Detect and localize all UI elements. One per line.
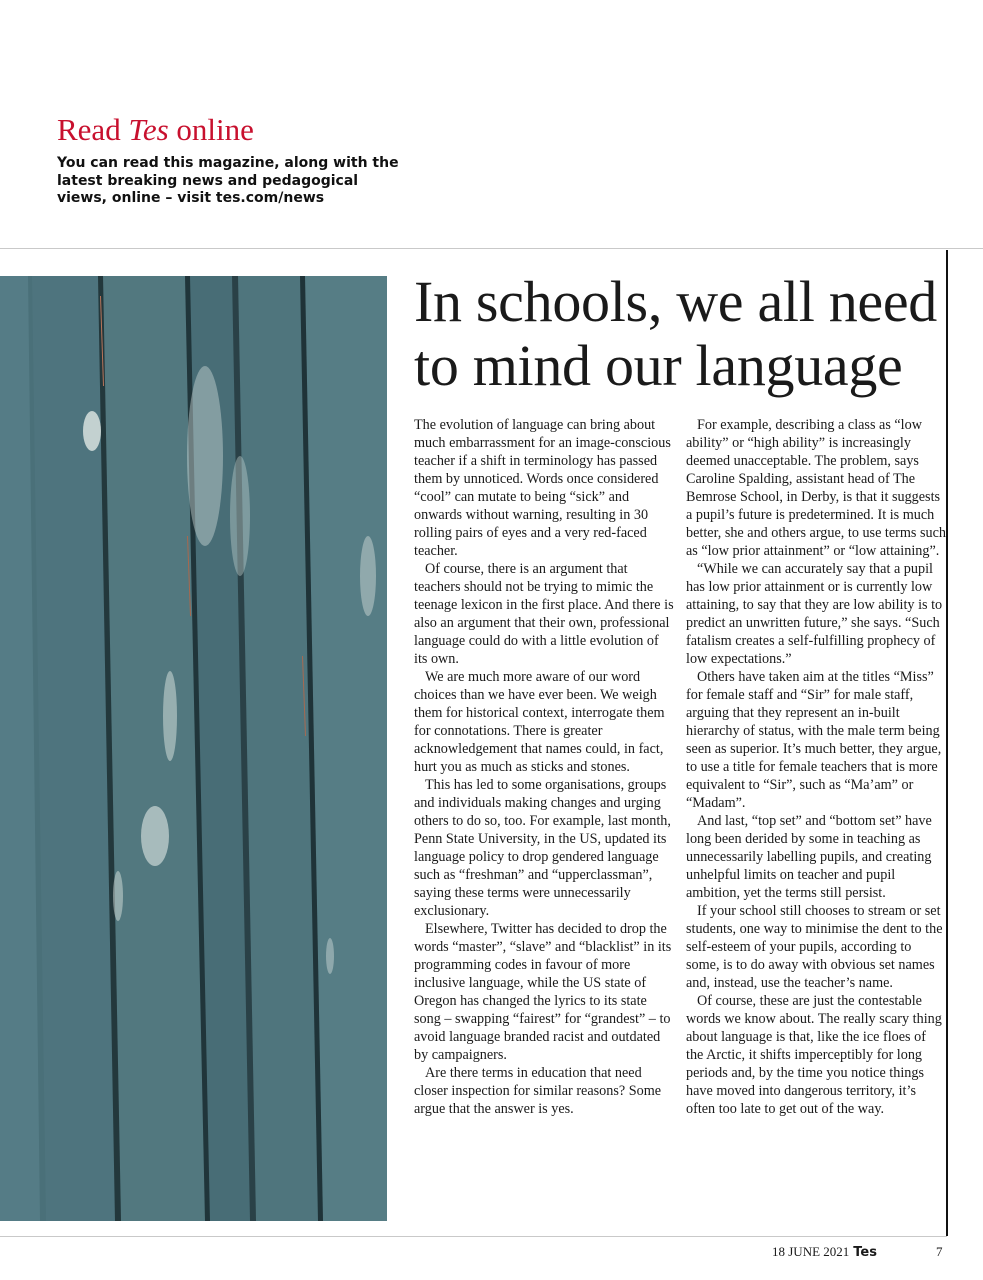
issue-date xyxy=(772,1244,877,1260)
paragraph: Others have taken aim at the titles “Miss” for female staff and “Sir” for male staff, arguing that they represent an in-built hierarchy of status, with the male term being seen as superior. It’s much better, they argue, to use a title for female teachers that is more equivalent to “Sir”, such as “Ma’am” or “Madam”. xyxy=(686,669,942,811)
fence-photo xyxy=(0,276,387,1221)
paragraph: If your school still chooses to stream or set students, one way to minimise the dent to the self-esteem of your pupils, according to some, is to do away with obvious set names and, instead, use the teacher’s name. xyxy=(686,903,943,991)
promo-title-post: online xyxy=(168,112,254,147)
paragraph: Are there terms in education that need closer inspection for similar reasons? Some argue that the answer is yes. xyxy=(414,1065,662,1117)
paragraph: Of course, there is an argument that teachers should not be trying to mimic the teenage lexicon in the first place. And there is also an argument that their own, professional language could do with a little evolution of its own. xyxy=(414,561,674,667)
promo-title-brand: Tes xyxy=(128,112,169,147)
promo-text: You can read this magazine, along with the latest breaking news and pedagogical views, online – visit tes.com/news xyxy=(57,155,399,206)
article-column-2 xyxy=(686,416,946,1118)
article-column-1 xyxy=(414,416,674,1118)
bottom-divider xyxy=(0,1236,947,1237)
page-number: 7 xyxy=(936,1244,943,1259)
paragraph: And last, “top set” and “bottom set” have long been derided by some in teaching as unnecessarily labelling pupils, and creating unhelpful limits on teacher and pupil ambition, yet the terms still persist. xyxy=(686,813,932,901)
promo-title-pre: Read xyxy=(57,112,129,147)
paragraph: For example, describing a class as “low ability” or “high ability” is increasingly deemed unacceptable. The problem, says Caroline Spalding, assistant head of The Bemrose School, in Derby, is that it suggests a pupil’s future is predetermined. It is much better, she and others argue, to use terms such as “low prior attainment” or “low attaining”. xyxy=(686,417,946,559)
paragraph: The evolution of language can bring about much embarrassment for an image-conscious teacher if a shift in terminology has passed them by unnoticed. Words once considered “cool” can mutate to being “sick” and onwards without warning, resulting in 30 rolling pairs of eyes and a very red-faced teacher. xyxy=(414,417,671,559)
fence-photo-illustration xyxy=(0,276,387,1221)
issue-date-text: 18 JUNE 2021 xyxy=(772,1244,850,1259)
paragraph: We are much more aware of our word choices than we have ever been. We weigh them for historical context, interrogate them for connotations. There is greater acknowledgement that names could, in fact, hurt you as much as sticks and stones. xyxy=(414,669,665,775)
promo-title[interactable] xyxy=(57,110,254,150)
paragraph: This has led to some organisations, groups and individuals making changes and urging others to do so, too. For example, last month, Penn State University, in the US, updated its language policy to drop gendered language such as “freshman” and “upperclassman”, saying these terms were unnecessarily exclusionary. xyxy=(414,777,671,919)
top-divider xyxy=(0,248,983,249)
paragraph: Of course, these are just the contestable words we know about. The really scary thing about language is that, like the ice floes of the Arctic, it shifts imperceptibly for long periods and, by the time you notice things have moved into dangerous territory, it’s often too late to get out of the way. xyxy=(686,993,942,1117)
article-headline: In schools, we all need to mind our language xyxy=(414,269,938,398)
paragraph: “While we can accurately say that a pupil has low prior attainment or is currently low attaining, to say that they are low ability is to predict an unwritten future,” she says. “Such fatalism creates a self-fulfilling prophecy of low expectations.” xyxy=(686,561,943,667)
footer-brand: Tes xyxy=(853,1245,877,1260)
paragraph: Elsewhere, Twitter has decided to drop the words “master”, “slave” and “blacklist” in its programming codes in favour of more inclusive language, while the US state of Oregon has changed the lyrics to its state song – swapping “fairest” for “grandest” – to avoid language branded racist and outdated by campaigners. xyxy=(414,921,672,1063)
